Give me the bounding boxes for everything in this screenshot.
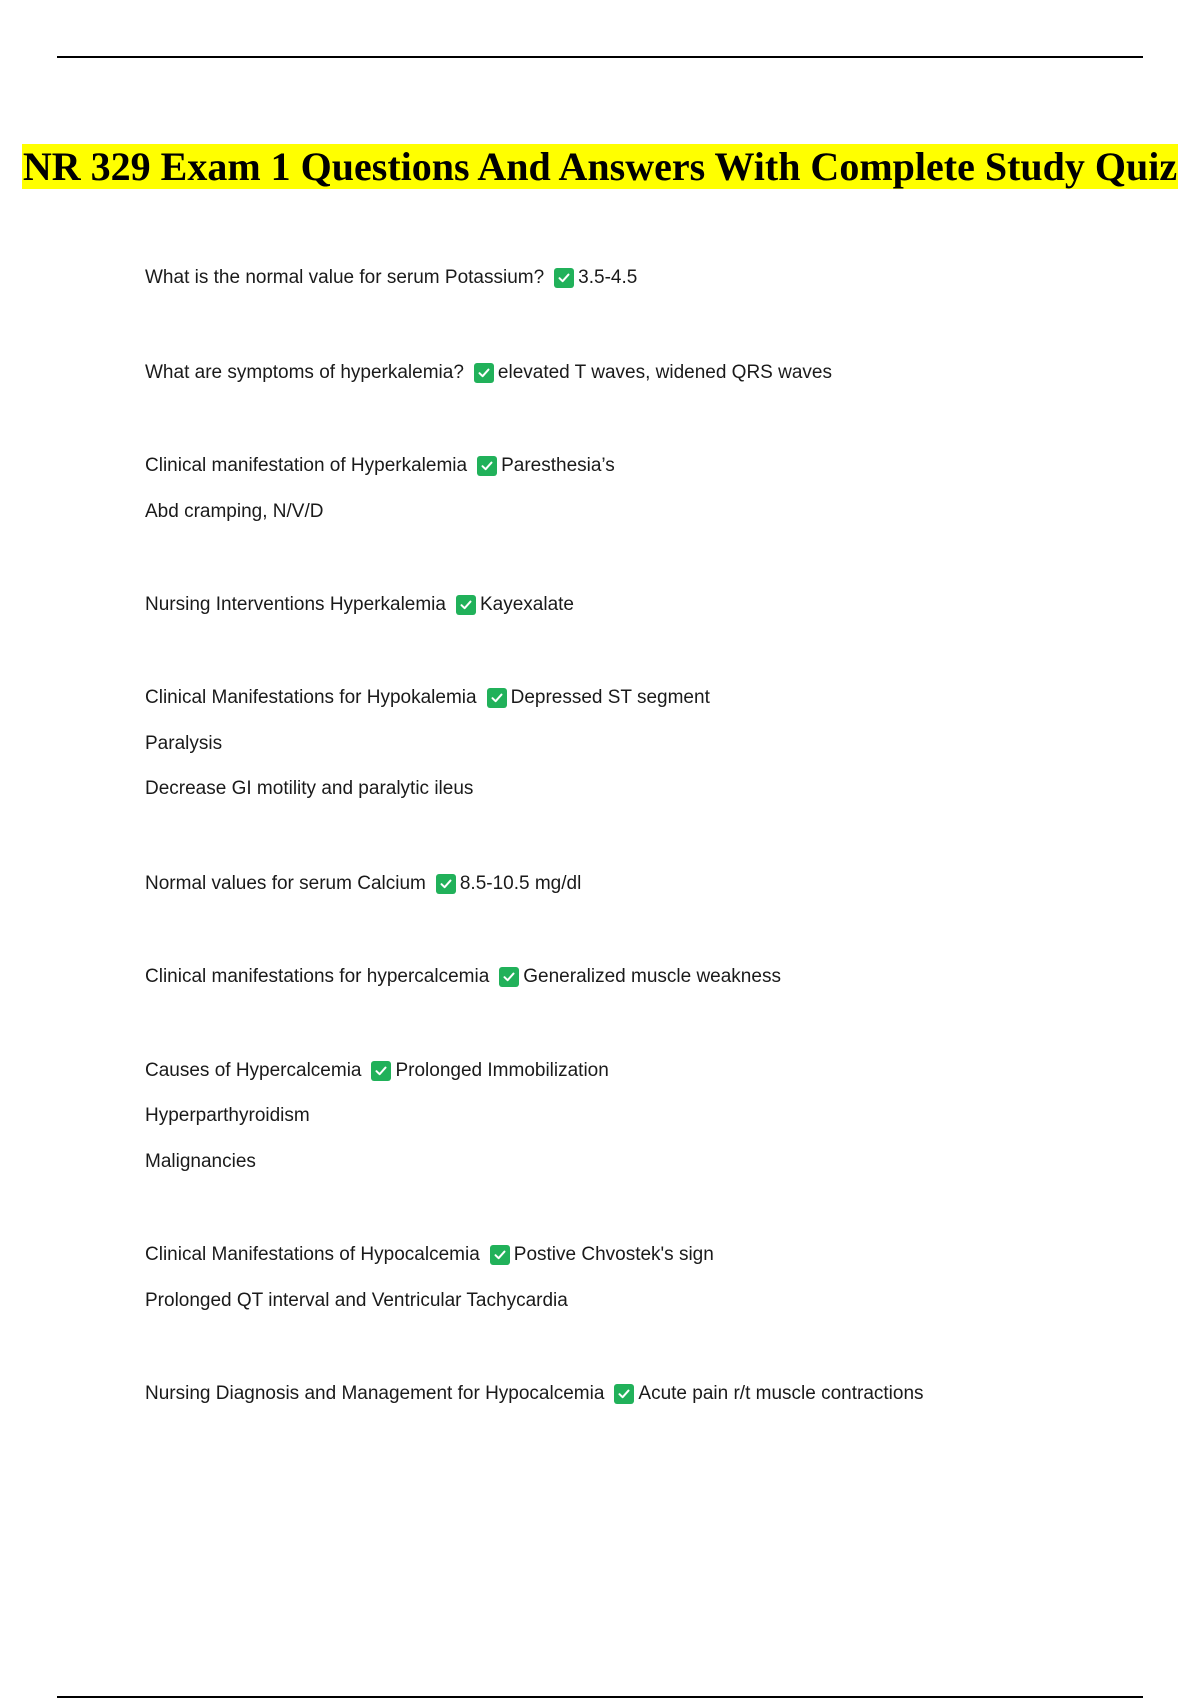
question-text: Nursing Diagnosis and Management for Hypocalcemia [145, 1383, 605, 1404]
qa-item-5 [145, 685, 710, 801]
answer-text: Paresthesia’s [501, 455, 615, 476]
check-mark-icon [436, 874, 456, 894]
answer-text: Depressed ST segment [510, 687, 710, 708]
footer-rule [57, 1696, 1143, 1698]
check-mark-icon [614, 1384, 634, 1404]
answer-text: 3.5-4.5 [578, 267, 638, 288]
answer-text: Kayexalate [479, 594, 574, 615]
check-mark-icon [490, 1245, 510, 1265]
answer-text: Generalized muscle weakness [523, 966, 781, 987]
qa-item-9 [145, 1242, 714, 1313]
question-text: Clinical manifestation of Hyperkalemia [145, 455, 468, 476]
question-text: What are symptoms of hyperkalemia? [145, 362, 464, 383]
qa-item-3 [145, 453, 615, 524]
answer-continuation: Paralysis [145, 733, 223, 754]
question-text: Nursing Interventions Hyperkalemia [145, 594, 446, 615]
answer-text: Postive Chvostek's sign [513, 1244, 714, 1265]
qa-item-7 [145, 964, 781, 989]
qa-item-6 [145, 871, 581, 896]
question-text: Causes of Hypercalcemia [145, 1060, 362, 1081]
check-mark-icon [477, 456, 497, 476]
answer-continuation: Hyperparthyroidism [145, 1105, 310, 1126]
answer-text: 8.5-10.5 mg/dl [459, 873, 582, 894]
title-block [0, 142, 1200, 192]
answer-text: elevated T waves, widened QRS waves [497, 362, 832, 383]
check-mark-icon [499, 967, 519, 987]
qa-item-10 [145, 1381, 924, 1406]
check-mark-icon [474, 363, 494, 383]
question-text: Clinical manifestations for hypercalcemia [145, 966, 490, 987]
answer-text: Acute pain r/t muscle contractions [638, 1383, 924, 1404]
qa-item-8 [145, 1058, 609, 1174]
qa-item-2 [145, 360, 832, 385]
qa-item-4 [145, 592, 574, 617]
qa-item-1 [145, 265, 637, 290]
check-mark-icon [554, 268, 574, 288]
header-rule [57, 56, 1143, 58]
check-mark-icon [487, 688, 507, 708]
answer-continuation: Abd cramping, N/V/D [145, 501, 324, 522]
answer-text: Prolonged Immobilization [395, 1060, 609, 1081]
answer-continuation: Malignancies [145, 1151, 256, 1172]
check-mark-icon [371, 1061, 391, 1081]
check-mark-icon [456, 595, 476, 615]
question-text: What is the normal value for serum Potassium? [145, 267, 545, 288]
question-text: Normal values for serum Calcium [145, 873, 426, 894]
question-text: Clinical Manifestations of Hypocalcemia [145, 1244, 480, 1265]
document-title: NR 329 Exam 1 Questions And Answers With Complete Study Quiz [22, 144, 1178, 189]
answer-continuation: Prolonged QT interval and Ventricular Tachycardia [145, 1290, 568, 1311]
answer-continuation: Decrease GI motility and paralytic ileus [145, 778, 474, 799]
question-text: Clinical Manifestations for Hypokalemia [145, 687, 477, 708]
